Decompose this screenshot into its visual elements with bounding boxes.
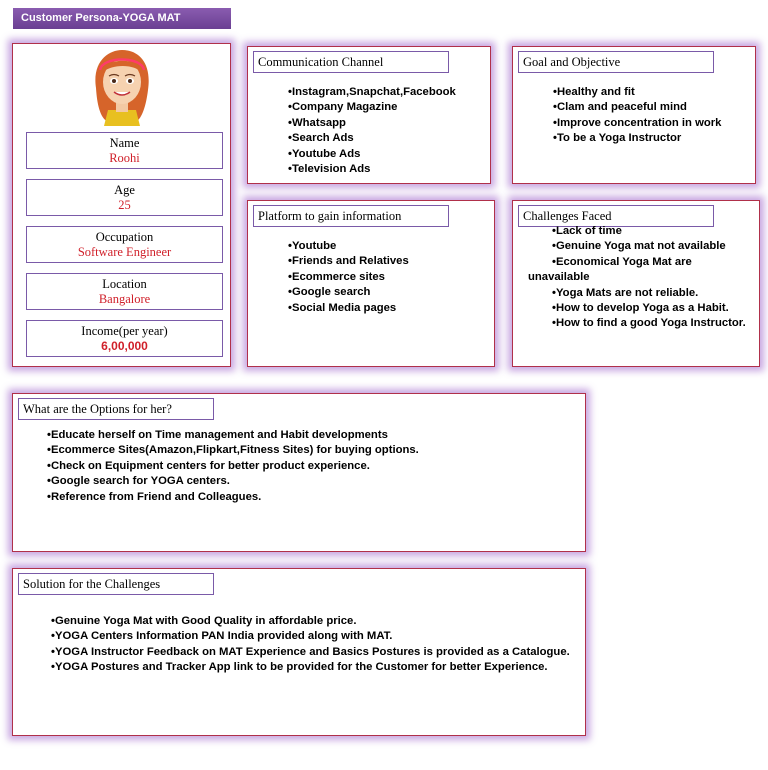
age-field [26, 179, 223, 216]
challenges-card [512, 200, 760, 367]
list-item: • Social Media pages [288, 301, 409, 316]
list-item: • Youtube [288, 239, 409, 254]
list-item: •How to develop Yoga as a Habit. [552, 302, 729, 315]
list-item: • Television Ads [288, 162, 456, 177]
list-item: • Instagram,Snapchat,Facebook [288, 85, 456, 100]
solution-card [12, 568, 586, 736]
options-list [47, 428, 419, 505]
options-card [12, 393, 586, 552]
list-item: • YOGA Centers Information PAN India provided along with MAT. [51, 629, 570, 644]
occupation-label: Occupation [95, 230, 154, 244]
name-field [26, 132, 223, 169]
income-field [26, 320, 223, 357]
list-item: • Ecommerce Sites(Amazon,Flipkart,Fitness Sites) for buying options. [47, 443, 419, 458]
list-item: • Friends and Relatives [288, 254, 409, 269]
list-item: • Youtube Ads [288, 147, 456, 162]
communication-card [247, 46, 491, 184]
challenges-heading: Challenges Faced [518, 205, 714, 227]
list-item: • Company Magazine [288, 100, 456, 115]
list-item: •Economical Yoga Mat are [552, 255, 692, 268]
occupation-value: Software Engineer [77, 245, 172, 259]
options-heading: What are the Options for her? [18, 398, 214, 420]
age-label: Age [114, 183, 135, 197]
list-item: • Reference from Friend and Colleagues. [47, 490, 419, 505]
solution-list [51, 614, 570, 676]
list-item: • Search Ads [288, 131, 456, 146]
list-item: • Whatsapp [288, 116, 456, 131]
goal-card [512, 46, 756, 184]
platform-card [247, 200, 495, 367]
list-item: • YOGA Instructor Feedback on MAT Experience and Basics Postures is provided as a Catalogue. [51, 645, 570, 660]
list-item: •How to find a good Yoga Instructor. [552, 317, 746, 330]
goal-heading: Goal and Objective [518, 51, 714, 73]
list-item: •Genuine Yoga mat not available [552, 240, 726, 253]
list-item: • Improve concentration in work [553, 116, 721, 131]
list-item: •Yoga Mats are not reliable. [552, 286, 699, 299]
solution-heading: Solution for the Challenges [18, 573, 214, 595]
occupation-field [26, 226, 223, 263]
list-item: • Check on Equipment centers for better product experience. [47, 459, 419, 474]
list-item: • To be a Yoga Instructor [553, 131, 721, 146]
woman-avatar-icon [88, 48, 156, 126]
list-item: • Educate herself on Time management and Habit developments [47, 428, 419, 443]
list-item: • Genuine Yoga Mat with Good Quality in affordable price. [51, 614, 570, 629]
list-item: • Healthy and fit [553, 85, 721, 100]
challenges-list [528, 224, 758, 332]
location-label: Location [102, 277, 147, 291]
communication-heading: Communication Channel [253, 51, 449, 73]
name-value: Roohi [109, 151, 140, 165]
age-value: 25 [118, 198, 131, 212]
list-item: •Lack of time [552, 225, 622, 237]
location-field [26, 273, 223, 310]
location-value: Bangalore [98, 292, 151, 306]
list-item: • YOGA Postures and Tracker App link to be provided for the Customer for better Experience. [51, 660, 570, 675]
platform-list [288, 239, 409, 316]
income-value: 6,00,000 [101, 339, 148, 353]
list-item: unavailable [528, 271, 590, 284]
communication-list [288, 85, 456, 177]
page-title: Customer Persona-YOGA MAT [13, 8, 231, 29]
list-item: • Clam and peaceful mind [553, 100, 721, 115]
platform-heading: Platform to gain information [253, 205, 449, 227]
list-item: • Google search [288, 285, 409, 300]
profile-card [12, 43, 231, 367]
income-label: Income(per year) [81, 324, 168, 338]
goal-list [553, 85, 721, 147]
name-label: Name [109, 136, 140, 150]
list-item: • Ecommerce sites [288, 270, 409, 285]
list-item: • Google search for YOGA centers. [47, 474, 419, 489]
